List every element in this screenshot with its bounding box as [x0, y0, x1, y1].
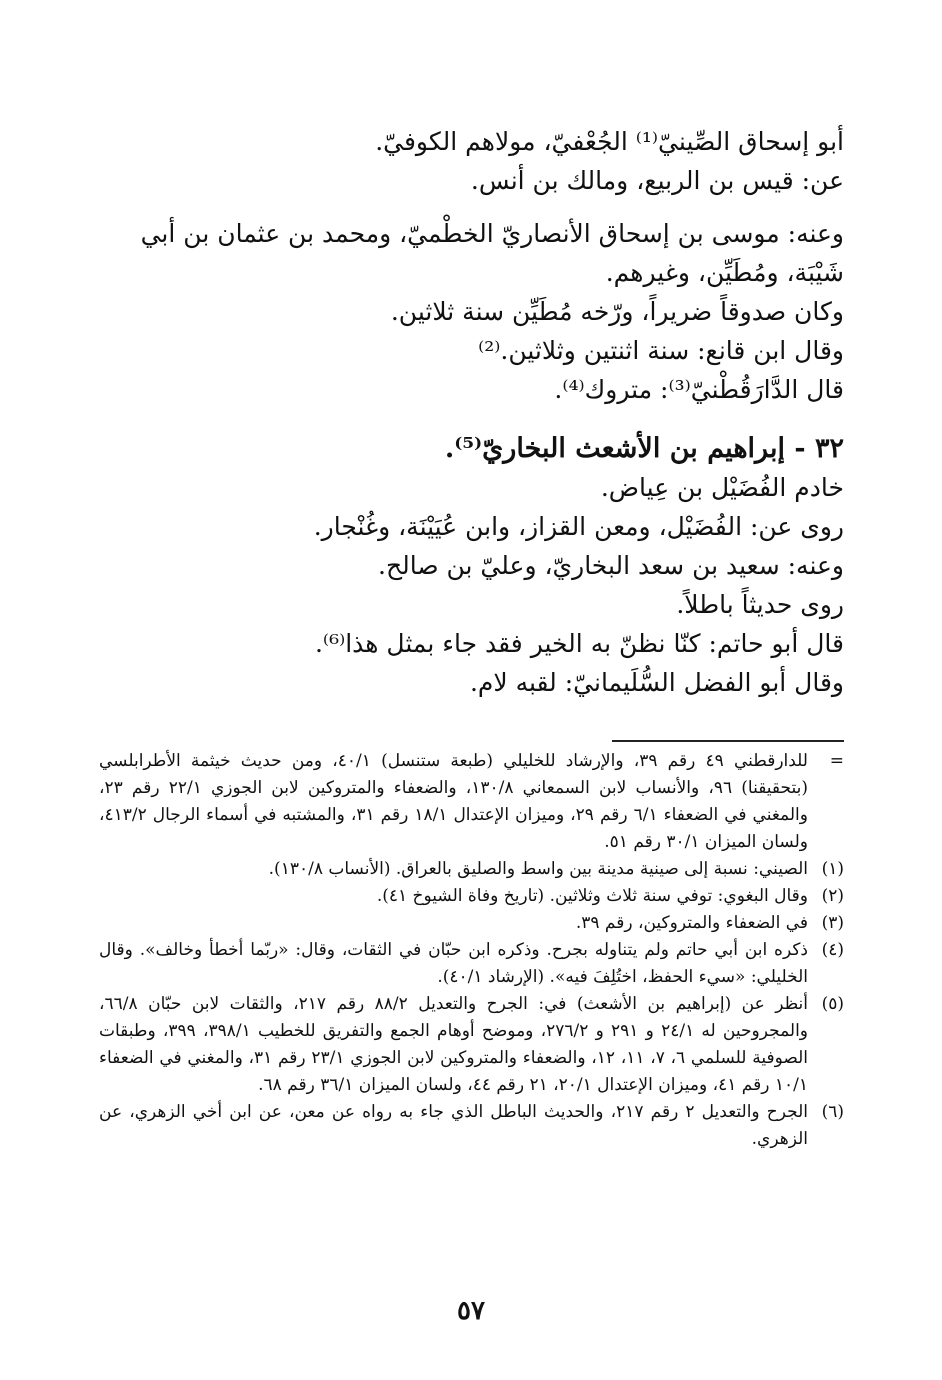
footnote [99, 937, 844, 991]
footnotes [99, 748, 844, 1153]
text-line: وقال ابن قانع: سنة اثنتين وثلاثين.⁽²⁾ [478, 336, 844, 365]
footnote-number: (٣) [821, 913, 844, 933]
text-line: روى عن: الفُضَيْل، ومعن القزاز، وابن عُيَيْنَة، وغُنْجار. [313, 512, 844, 541]
footnote-number: (٢) [821, 886, 844, 906]
footnote-number: (١) [821, 859, 844, 879]
footnote [99, 1099, 844, 1153]
footnote-number: (٥) [821, 994, 844, 1014]
page-number: ٥٧ [457, 1296, 485, 1326]
footnote [99, 910, 844, 937]
text-line: وقال أبو الفضل السُّلَيمانيّ: لقبه لام. [469, 668, 844, 697]
text-line: خادم الفُضَيْل بن عِياض. [600, 473, 844, 502]
footnote-text: أنظر عن (إبراهيم بن الأشعث) في: الجرح والتعديل ٨٨/٢ رقم ٢١٧، والثقات لابن حبّان ٦٦/٨، والمجروحين له ٢٤/١ و ٢٩١ و ٢٧٦/٢، وموضح أوهام الجمع والتفريق للخطيب ٣٩٨/١، ٣٩٩، وطبقات الصوفية للسلمي ٦، ٧، ١١، ١٢، والضعفاء والمتروكين لابن الجوزي ٢٣/١ رقم ٣١، والمغني في الضعفاء ١٠/١ رقم ٤١، وميزان الإعتدال ٢٠/١، ٢١ رقم ٤٤، ولسان الميزان ٣٦/١ رقم ٦٨. [99, 994, 809, 1095]
footnote-text: للدارقطني ٤٩ رقم ٣٩، والإرشاد للخليلي (طبعة ستنسل) ٤٠/١، ومن حديث خيثمة الأطرابلسي (بتحقيقنا) ٩٦، والأنساب لابن السمعاني ١٣٠/٨، والضعفاء والمتروكين لابن الجوزي ٢٢/١ رقم ٢٣، والمغني في الضعفاء ٦/١ رقم ٢٩، وميزان الإعتدال ١٨/١ رقم ٣١، والمشتبه في أسماء الرجال ٤١٣/٢، ولسان الميزان ٣٠/١ رقم ٥١. [99, 751, 808, 852]
text-line: قال أبو حاتم: كنّا نظنّ به الخير فقد جاء بمثل هذا⁽⁶⁾. [314, 629, 844, 658]
footnote-number: = [829, 751, 844, 771]
entry-title: ٣٢ - إبراهيم بن الأشعث البخاريّ⁽⁵⁾. [444, 433, 844, 464]
footnote [99, 883, 844, 910]
footnote-number: (٦) [821, 1102, 844, 1122]
text-line: وعنه: سعيد بن سعد البخاريّ، وعليّ بن صالح. [378, 551, 844, 580]
footnote-text: وقال البغوي: توفي سنة ثلاث وثلاثين. (تاريخ وفاة الشيوخ ٤١). [376, 886, 808, 906]
footnote-divider [612, 740, 844, 742]
footnote-text: الصيني: نسبة إلى صينية مدينة بين واسط والصليق بالعراق. (الأنساب ١٣٠/٨). [268, 859, 808, 879]
footnote [99, 748, 844, 856]
footnote-text: في الضعفاء والمتروكين، رقم ٣٩. [575, 913, 808, 933]
footnote [99, 991, 844, 1099]
text-line: عن: قيس بن الربيع، ومالك بن أنس. [470, 166, 844, 195]
text-line: روى حديثاً باطلاً. [676, 590, 844, 619]
text-line: وكان صدوقاً ضريراً، ورّخه مُطَيِّن سنة ثلاثين. [390, 297, 844, 326]
text-line: أبو إسحاق الصِّينيّ⁽¹⁾ الجُعْفيّ، مولاهم الكوفيّ. [375, 127, 844, 156]
footnote-text: الجرح والتعديل ٢ رقم ٢١٧، والحديث الباطل الذي جاء به رواه عن معن، عن ابن أخي الزهري، عن الزهري. [99, 1102, 809, 1149]
text-line: وعنه: موسى بن إسحاق الأنصاريّ الخطْميّ، ومحمد بن عثمان بن أبي [140, 219, 844, 248]
footnote-text: ذكره ابن أبي حاتم ولم يتناوله بجرح. وذكره ابن حبّان في الثقات، وقال: «ربّما أخطأ وخالف». وقال الخليلي: «سيء الحفظ، اختُلِفَ فيه». (الإرشاد ٤٠/١). [99, 940, 808, 987]
text-line: قال الدَّارَقُطْنيّ⁽³⁾: متروك⁽⁴⁾. [554, 375, 844, 404]
footnote-number: (٤) [821, 940, 844, 960]
main-text [99, 122, 844, 702]
footnote [99, 856, 844, 883]
text-line: شَيْبَة، ومُطَيِّن، وغيرهم. [605, 258, 844, 287]
